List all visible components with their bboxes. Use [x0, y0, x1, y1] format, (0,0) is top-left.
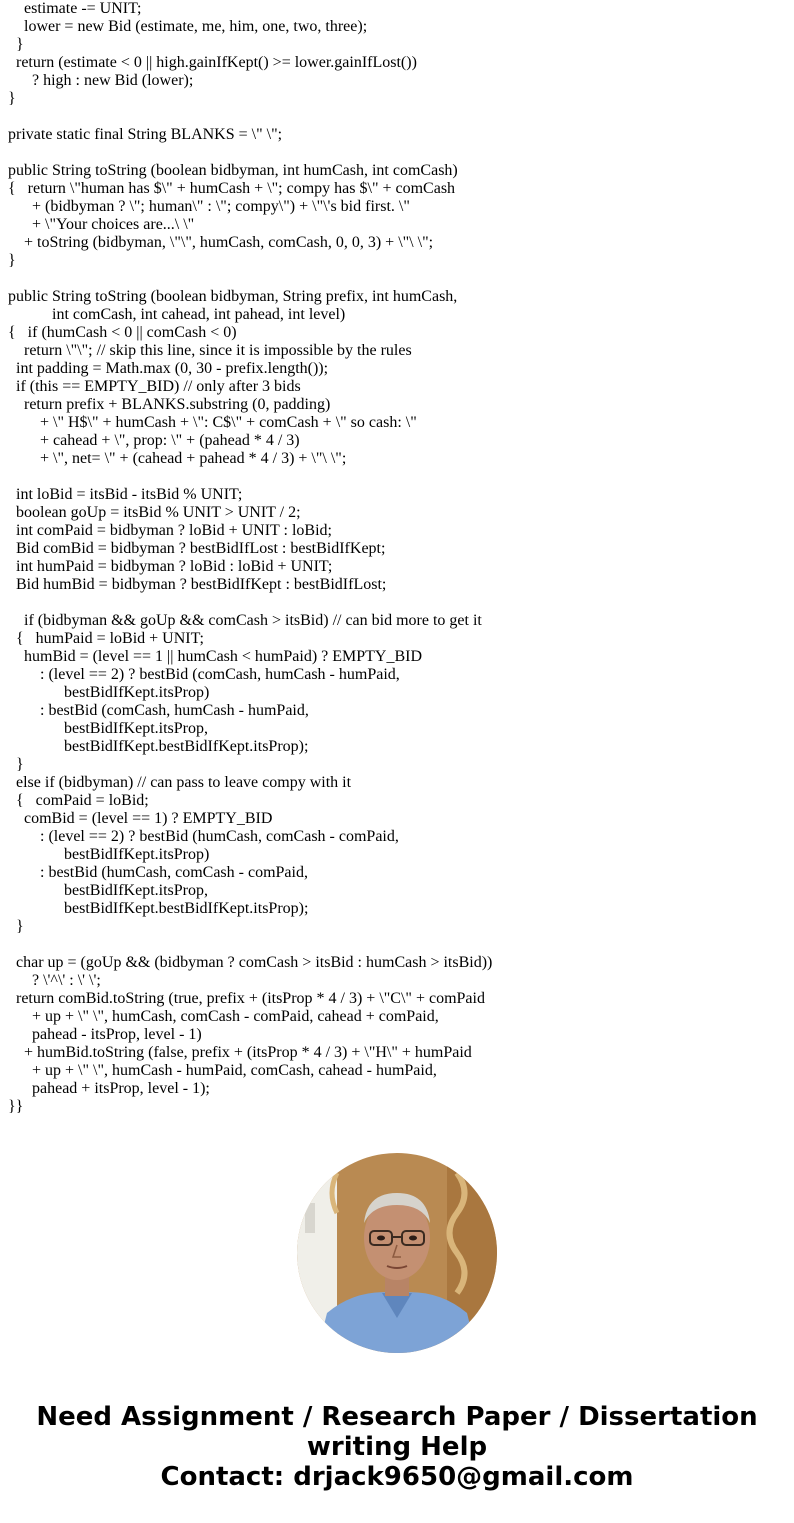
- code-line: { comPaid = loBid;: [8, 792, 149, 809]
- code-line: return \"\"; // skip this line, since it is impossible by the rules: [8, 342, 412, 359]
- code-line: boolean goUp = itsBid % UNIT > UNIT / 2;: [8, 504, 301, 521]
- code-line: + cahead + \", prop: \" + (pahead * 4 / 3): [8, 432, 300, 449]
- advert-line-1: Need Assignment / Research Paper / Dissertation: [36, 1402, 758, 1432]
- code-line: }: [8, 918, 24, 935]
- code-line: [8, 108, 492, 126]
- code-line: + \" H$\" + humCash + \": C$\" + comCash + \" so cash: \": [8, 414, 417, 431]
- code-line: + \", net= \" + (cahead + pahead * 4 / 3) + \"\ \";: [8, 450, 347, 467]
- code-line: + \"Your choices are...\ \": [8, 216, 195, 233]
- code-line: : bestBid (humCash, comCash - comPaid,: [8, 864, 308, 881]
- code-line: [8, 144, 492, 162]
- code-line: bestBidIfKept.itsProp): [8, 846, 210, 863]
- code-line: bestBidIfKept.bestBidIfKept.itsProp);: [8, 900, 309, 917]
- code-line: : (level == 2) ? bestBid (comCash, humCash - humPaid,: [8, 666, 400, 683]
- code-line: lower = new Bid (estimate, me, him, one, two, three);: [8, 18, 368, 35]
- code-line: bestBidIfKept.itsProp): [8, 684, 210, 701]
- code-line: if (bidbyman && goUp && comCash > itsBid) // can bid more to get it: [8, 612, 482, 629]
- code-line: private static final String BLANKS = \" \";: [8, 126, 283, 143]
- author-avatar: [297, 1153, 497, 1353]
- code-line: humBid = (level == 1 || humCash < humPaid) ? EMPTY_BID: [8, 648, 423, 665]
- code-line: int comCash, int cahead, int pahead, int level): [8, 306, 346, 323]
- code-line: int comPaid = bidbyman ? loBid + UNIT : loBid;: [8, 522, 332, 539]
- advert-contact-line: Contact: drjack9650@gmail.com: [160, 1462, 634, 1492]
- code-line: bestBidIfKept.itsProp,: [8, 882, 208, 899]
- code-line: + (bidbyman ? \"; human\" : \"; compy\") + \"\'s bid first. \": [8, 198, 410, 215]
- code-line: }: [8, 252, 16, 269]
- code-line: [8, 468, 492, 486]
- code-line: Bid comBid = bidbyman ? bestBidIfLost : bestBidIfKept;: [8, 540, 386, 557]
- code-line: int humPaid = bidbyman ? loBid : loBid + UNIT;: [8, 558, 333, 575]
- code-line: estimate -= UNIT;: [8, 0, 142, 17]
- code-line: return comBid.toString (true, prefix + (itsProp * 4 / 3) + \"C\" + comPaid: [8, 990, 485, 1007]
- code-line: public String toString (boolean bidbyman, int humCash, int comCash): [8, 162, 458, 179]
- code-line: char up = (goUp && (bidbyman ? comCash > itsBid : humCash > itsBid)): [8, 954, 493, 971]
- person-portrait-icon: [297, 1153, 497, 1353]
- code-line: + up + \" \", humCash, comCash - comPaid, cahead + comPaid,: [8, 1008, 439, 1025]
- code-line: return prefix + BLANKS.substring (0, padding): [8, 396, 331, 413]
- code-line: else if (bidbyman) // can pass to leave compy with it: [8, 774, 352, 791]
- code-line: : (level == 2) ? bestBid (humCash, comCash - comPaid,: [8, 828, 399, 845]
- code-line: Bid humBid = bidbyman ? bestBidIfKept : bestBidIfLost;: [8, 576, 387, 593]
- contact-advert: [0, 1402, 794, 1492]
- code-line: }: [8, 756, 24, 773]
- advert-line-2: writing Help: [306, 1432, 488, 1462]
- code-line: [8, 936, 492, 954]
- code-line: [8, 270, 492, 288]
- code-line: bestBidIfKept.itsProp,: [8, 720, 208, 737]
- code-line: : bestBid (comCash, humCash - humPaid,: [8, 702, 309, 719]
- code-line: ? \'^\' : \' \';: [8, 972, 101, 989]
- code-line: pahead + itsProp, level - 1);: [8, 1080, 210, 1097]
- code-line: { if (humCash < 0 || comCash < 0): [8, 324, 237, 341]
- code-line: comBid = (level == 1) ? EMPTY_BID: [8, 810, 273, 827]
- code-line: int padding = Math.max (0, 30 - prefix.length());: [8, 360, 329, 377]
- code-line: return (estimate < 0 || high.gainIfKept() >= lower.gainIfLost()): [8, 54, 417, 71]
- code-line: }: [8, 36, 24, 53]
- code-line: pahead - itsProp, level - 1): [8, 1026, 202, 1043]
- code-line: bestBidIfKept.bestBidIfKept.itsProp);: [8, 738, 309, 755]
- code-line: }: [8, 90, 16, 107]
- code-line: { return \"human has $\" + humCash + \"; compy has $\" + comCash: [8, 180, 456, 197]
- code-line: public String toString (boolean bidbyman, String prefix, int humCash,: [8, 288, 458, 305]
- code-line: + toString (bidbyman, \"\", humCash, comCash, 0, 0, 3) + \"\ \";: [8, 234, 434, 251]
- code-line: [8, 594, 492, 612]
- code-line: { humPaid = loBid + UNIT;: [8, 630, 204, 647]
- code-line: ? high : new Bid (lower);: [8, 72, 194, 89]
- code-line: + up + \" \", humCash - humPaid, comCash, cahead - humPaid,: [8, 1062, 437, 1079]
- code-line: int loBid = itsBid - itsBid % UNIT;: [8, 486, 243, 503]
- code-line: + humBid.toString (false, prefix + (itsProp * 4 / 3) + \"H\" + humPaid: [8, 1044, 472, 1061]
- code-listing: [8, 0, 492, 1116]
- code-line: if (this == EMPTY_BID) // only after 3 bids: [8, 378, 301, 395]
- code-line: }}: [8, 1098, 24, 1115]
